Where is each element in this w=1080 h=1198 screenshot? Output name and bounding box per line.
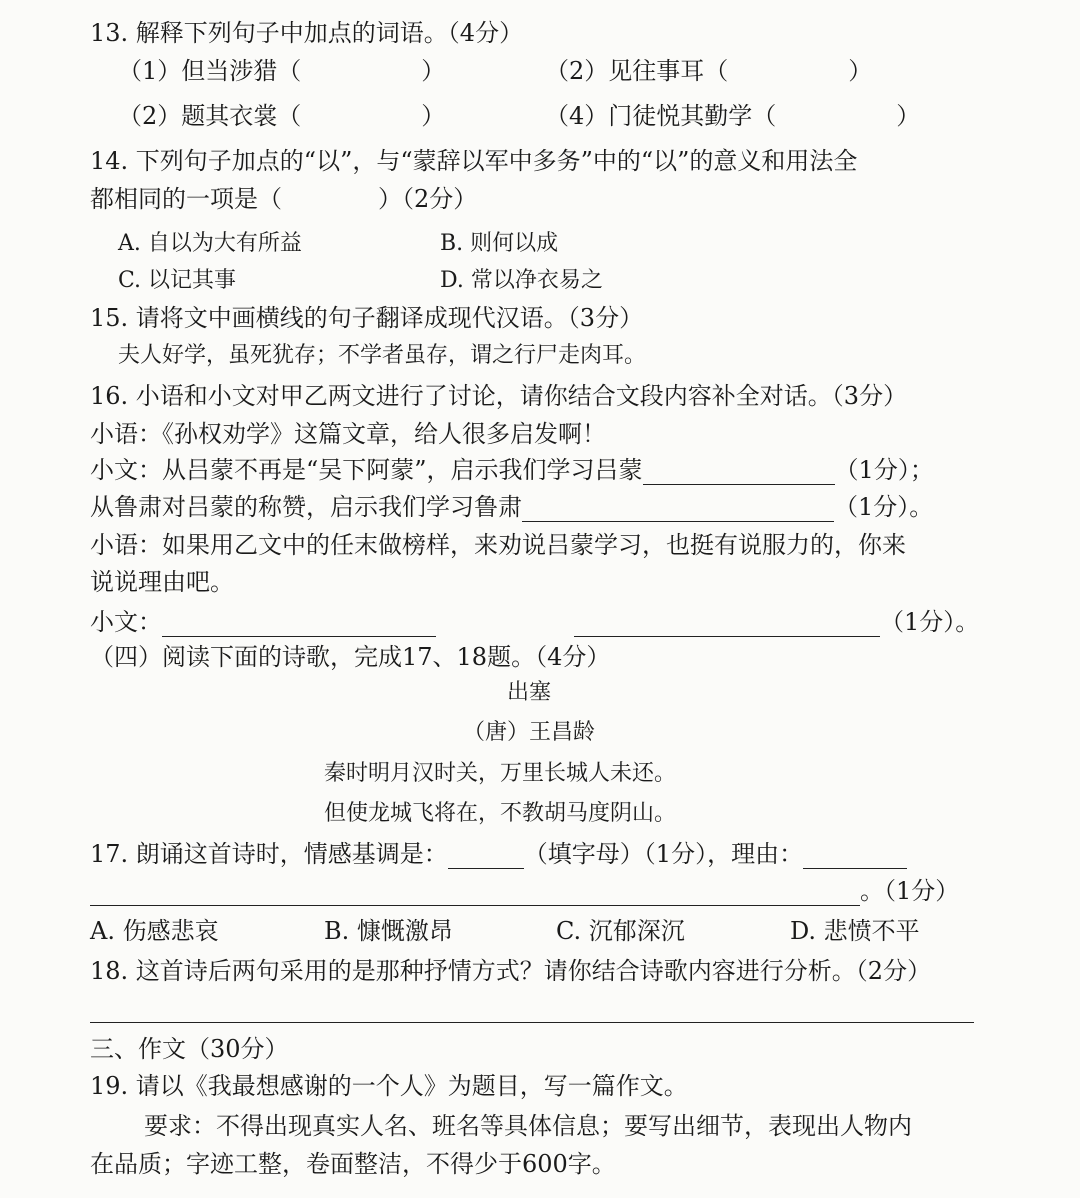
q18-answer-line[interactable] — [90, 1022, 974, 1023]
q17-line2-suffix: 。（1分） — [860, 877, 960, 905]
q16-line3-suffix: （1分）。 — [834, 493, 934, 521]
q14-option-d: D. 常以净衣易之 — [440, 268, 603, 293]
q16-line2-prefix: 小文：从吕蒙不再是“吴下阿蒙”，启示我们学习吕蒙 — [90, 456, 643, 484]
q13-item-2: （2）见往事耳（ ） — [545, 57, 873, 85]
q16-line1: 小语：《孙权劝学》这篇文章，给人很多启发啊！ — [90, 420, 606, 448]
q15-stem: 15. 请将文中画横线的句子翻译成现代汉语。（3分） — [90, 304, 644, 332]
q14-option-b: B. 则何以成 — [440, 231, 559, 256]
q13-item-4: （4）门徒悦其勤学（ ） — [545, 102, 921, 130]
q16-line2 — [90, 455, 934, 485]
q14-option-a: A. 自以为大有所益 — [118, 231, 302, 256]
q16-line3 — [90, 492, 933, 522]
q13-stem: 13. 解释下列句子中加点的词语。（4分） — [90, 19, 524, 47]
poem-author: （唐）王昌龄 — [462, 720, 595, 745]
q17-answer-blank-reason-1[interactable] — [803, 844, 907, 869]
poem-line-1: 秦时明月汉时关，万里长城人未还。 — [324, 761, 677, 786]
q17-option-b: B. 慷慨激昂 — [324, 917, 453, 945]
q16-line2-suffix: （1分）； — [834, 456, 934, 484]
q18-stem: 18. 这首诗后两句采用的是那种抒情方式？请你结合诗歌内容进行分析。（2分） — [90, 957, 932, 985]
q19-stem: 19. 请以《我最想感谢的一个人》为题目，写一篇作文。 — [90, 1072, 688, 1100]
q16-line6 — [90, 607, 979, 637]
q14-stem-line1: 14. 下列句子加点的“以”，与“蒙辞以军中多务”中的“以”的意义和用法全 — [90, 147, 858, 175]
q17-line2 — [90, 876, 959, 906]
q17-answer-blank-letter[interactable] — [448, 844, 524, 869]
q16-answer-blank-3a[interactable] — [162, 612, 436, 637]
q16-line4: 小语：如果用乙文中的任末做榜样，来劝说吕蒙学习，也挺有说服力的，你来 — [90, 531, 906, 559]
q16-line5: 说说理由吧。 — [90, 568, 234, 596]
q17-option-a: A. 伤感悲哀 — [90, 917, 219, 945]
q14-stem-line2: 都相同的一项是（ ）（2分） — [90, 185, 478, 213]
q16-line6-prefix: 小文： — [90, 608, 162, 636]
q16-answer-blank-1[interactable] — [643, 460, 835, 485]
q16-line6-suffix: （1分）。 — [880, 608, 980, 636]
q14-option-c: C. 以记其事 — [118, 268, 237, 293]
q17-stem-a: 17. 朗诵这首诗时，情感基调是： — [90, 840, 448, 868]
q13-item-3: （2）题其衣裳（ ） — [118, 102, 446, 130]
q13-item-1: （1）但当涉猎（ ） — [118, 57, 446, 85]
q16-line3-prefix: 从鲁肃对吕蒙的称赞，启示我们学习鲁肃 — [90, 493, 522, 521]
q19-requirement-1: 要求：不得出现真实人名、班名等具体信息；要写出细节，表现出人物内 — [144, 1112, 912, 1140]
q17-option-c: C. 沉郁深沉 — [556, 917, 685, 945]
q17-stem-b: （填字母）（1分），理由： — [523, 840, 804, 868]
section4-heading: （四）阅读下面的诗歌，完成17、18题。（4分） — [90, 643, 611, 671]
q16-answer-blank-3b[interactable] — [574, 612, 880, 637]
q17-answer-blank-reason-2[interactable] — [90, 881, 860, 906]
q19-requirement-2: 在品质；字迹工整，卷面整洁，不得少于600字。 — [90, 1150, 616, 1178]
poem-title: 出塞 — [506, 680, 551, 705]
section3-heading: 三、作文（30分） — [90, 1035, 289, 1063]
poem-line-2: 但使龙城飞将在，不教胡马度阴山。 — [324, 801, 677, 826]
q15-sentence: 夫人好学，虽死犹存；不学者虽存，谓之行尸走肉耳。 — [118, 343, 647, 368]
q17-stem — [90, 839, 907, 869]
q16-stem: 16. 小语和小文对甲乙两文进行了讨论，请你结合文段内容补全对话。（3分） — [90, 382, 908, 410]
q16-answer-blank-2[interactable] — [522, 497, 834, 522]
q17-option-d: D. 悲愤不平 — [790, 917, 920, 945]
